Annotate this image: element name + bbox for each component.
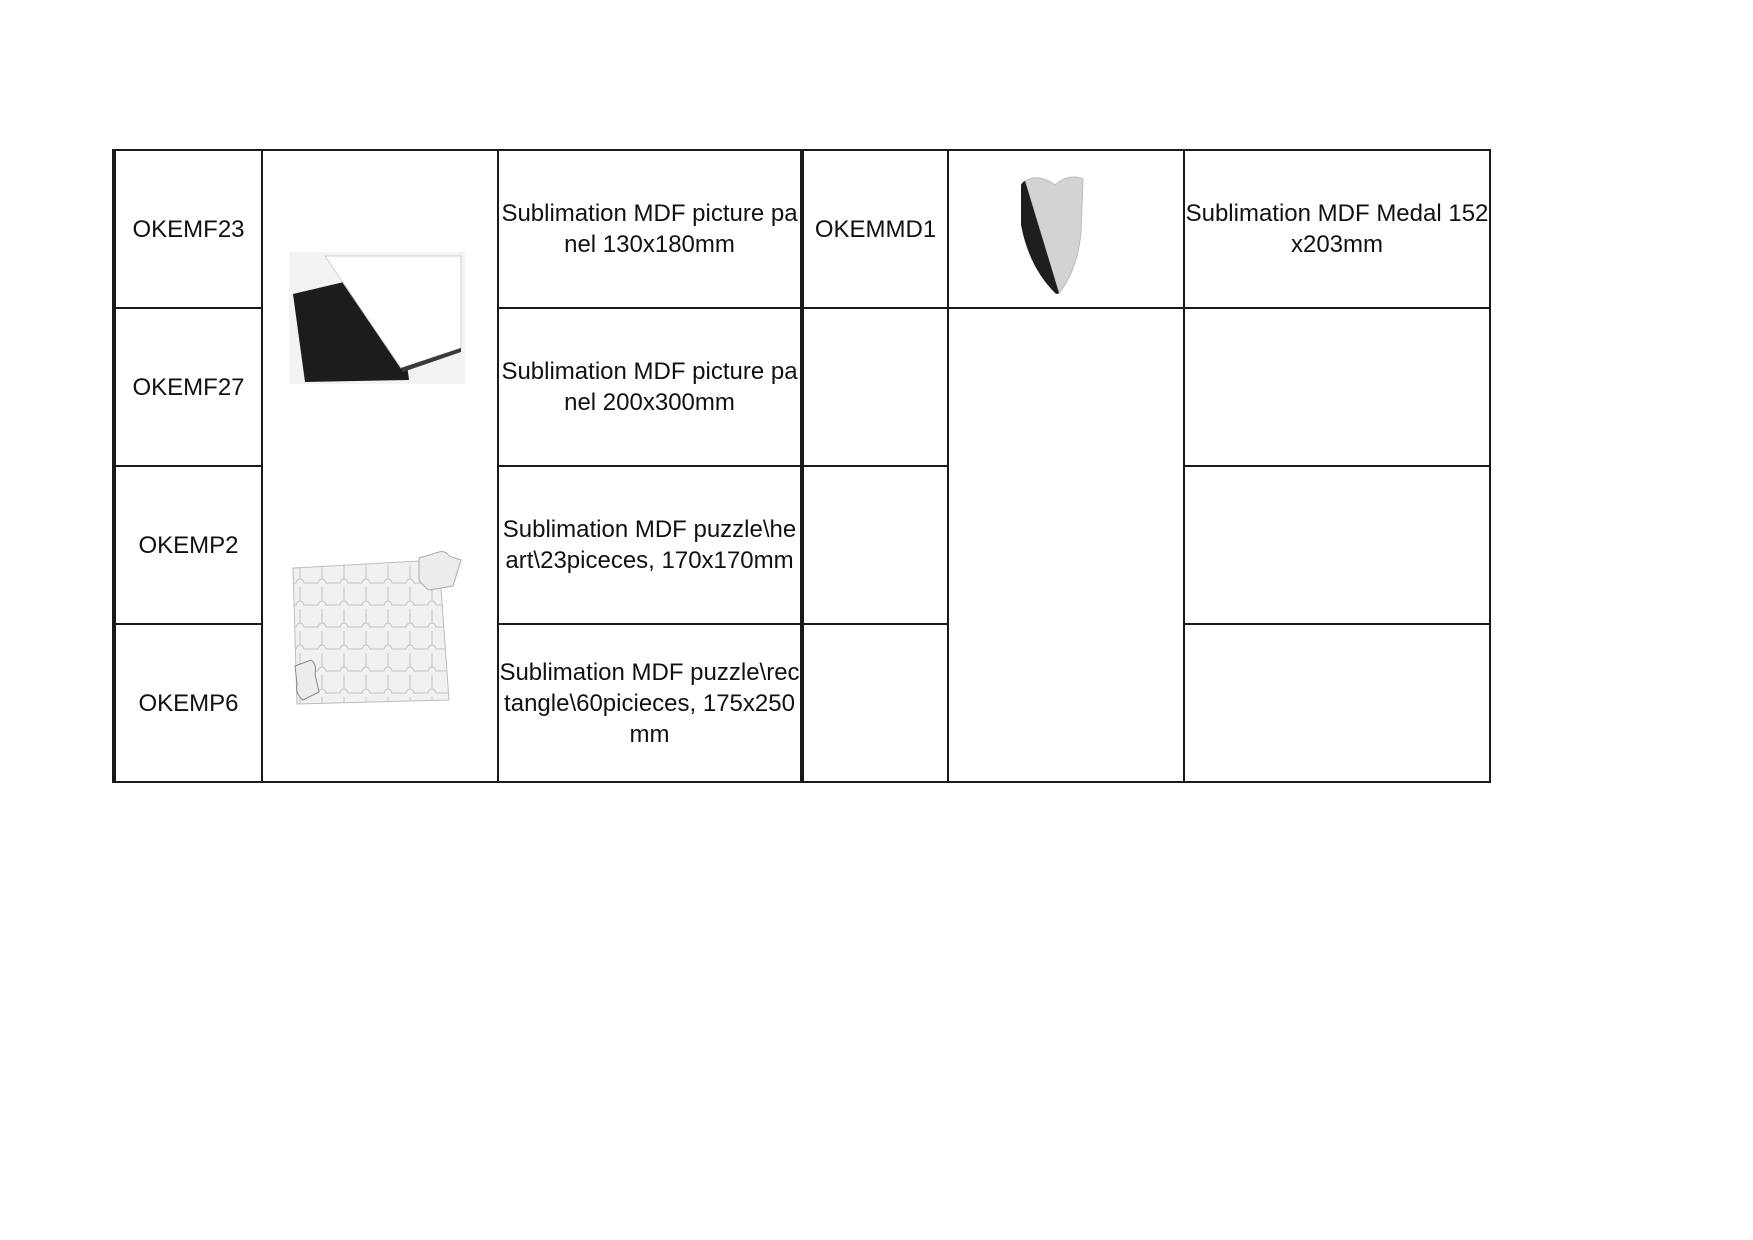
product-code: OKEMMD1 bbox=[802, 150, 948, 308]
image-cell-blank bbox=[948, 624, 1184, 782]
table-row bbox=[114, 466, 1490, 624]
product-description: Sublimation MDF puzzle\rectangle\60picieces, 175x250mm bbox=[498, 624, 802, 782]
product-description bbox=[1184, 624, 1490, 782]
product-table bbox=[112, 149, 1491, 783]
puzzle-image-cell bbox=[262, 466, 498, 624]
picture-panel-image-cell bbox=[262, 150, 498, 308]
image-cell-blank bbox=[948, 308, 1184, 466]
product-description: Sublimation MDF picture panel 130x180mm bbox=[498, 150, 802, 308]
product-description: Sublimation MDF picture panel 200x300mm bbox=[498, 308, 802, 466]
product-description: Sublimation MDF puzzle\heart\23piceces, 170x170mm bbox=[498, 466, 802, 624]
product-code: OKEMP6 bbox=[114, 624, 262, 782]
picture-panel-image bbox=[289, 252, 465, 384]
image-cell-blank bbox=[948, 466, 1184, 624]
medal-image bbox=[1017, 171, 1093, 297]
product-code bbox=[802, 624, 948, 782]
product-code: OKEMP2 bbox=[114, 466, 262, 624]
product-code bbox=[802, 466, 948, 624]
product-description bbox=[1184, 466, 1490, 624]
table-row bbox=[114, 150, 1490, 308]
puzzle-image bbox=[289, 550, 465, 706]
product-description bbox=[1184, 308, 1490, 466]
product-code: OKEMF27 bbox=[114, 308, 262, 466]
medal-image-cell bbox=[948, 150, 1184, 308]
product-code bbox=[802, 308, 948, 466]
product-description: Sublimation MDF Medal 152x203mm bbox=[1184, 150, 1490, 308]
product-code: OKEMF23 bbox=[114, 150, 262, 308]
